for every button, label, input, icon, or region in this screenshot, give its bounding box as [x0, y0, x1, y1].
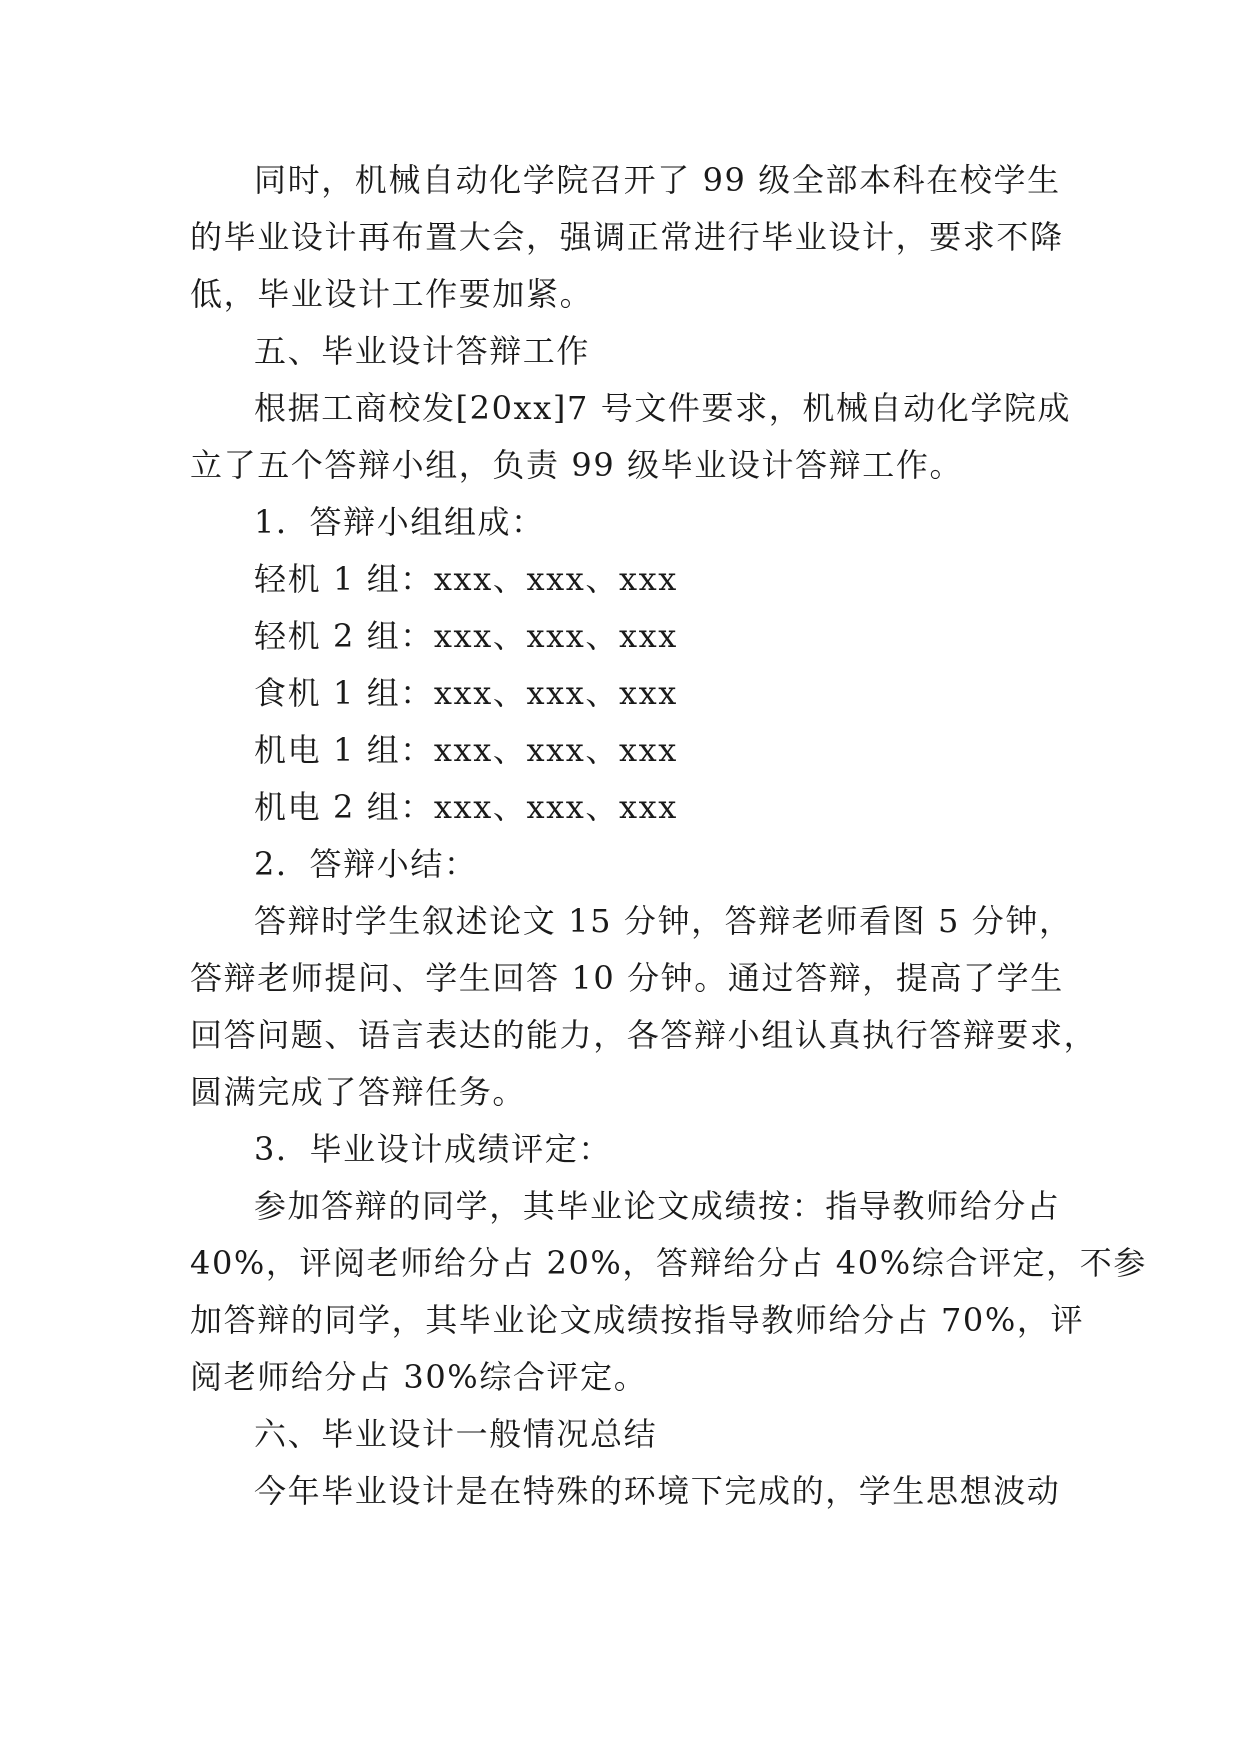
paragraph-line: 答辩时学生叙述论文 15 分钟，答辩老师看图 5 分钟， [254, 902, 1073, 940]
paragraph-line: 今年毕业设计是在特殊的环境下完成的，学生思想波动 [254, 1472, 1061, 1510]
paragraph-line: 的毕业设计再布置大会，强调正常进行毕业设计，要求不降 [190, 218, 1064, 256]
list-item: 机电 2 组：xxx、xxx、xxx [254, 788, 678, 826]
paragraph-line: 阅老师给分占 30%综合评定。 [190, 1358, 648, 1396]
paragraph-line: 回答问题、语言表达的能力，各答辩小组认真执行答辩要求， [190, 1016, 1098, 1054]
paragraph-line: 参加答辩的同学，其毕业论文成绩按：指导教师给分占 [254, 1187, 1061, 1225]
list-item: 轻机 2 组：xxx、xxx、xxx [254, 617, 678, 655]
paragraph-line: 低，毕业设计工作要加紧。 [190, 275, 594, 313]
section-heading: 五、毕业设计答辩工作 [254, 332, 591, 370]
subheading: 2．答辩小结： [254, 845, 478, 883]
paragraph-line: 同时，机械自动化学院召开了 99 级全部本科在校学生 [254, 161, 1061, 199]
paragraph-line: 圆满完成了答辩任务。 [190, 1073, 527, 1111]
section-heading: 六、毕业设计一般情况总结 [254, 1415, 658, 1453]
paragraph-line: 答辩老师提问、学生回答 10 分钟。通过答辩，提高了学生 [190, 959, 1064, 997]
paragraph-line: 立了五个答辩小组，负责 99 级毕业设计答辩工作。 [190, 446, 964, 484]
paragraph-line: 加答辩的同学，其毕业论文成绩按指导教师给分占 70%，评 [190, 1301, 1085, 1339]
subheading: 3．毕业设计成绩评定： [254, 1130, 612, 1168]
paragraph-line: 根据工商校发[20xx]7 号文件要求，机械自动化学院成 [254, 389, 1072, 427]
paragraph-line: 40%，评阅老师给分占 20%，答辩给分占 40%综合评定，不参 [190, 1244, 1147, 1282]
list-item: 轻机 1 组：xxx、xxx、xxx [254, 560, 678, 598]
list-item: 食机 1 组：xxx、xxx、xxx [254, 674, 678, 712]
list-item: 机电 1 组：xxx、xxx、xxx [254, 731, 678, 769]
subheading: 1．答辩小组组成： [254, 503, 545, 541]
